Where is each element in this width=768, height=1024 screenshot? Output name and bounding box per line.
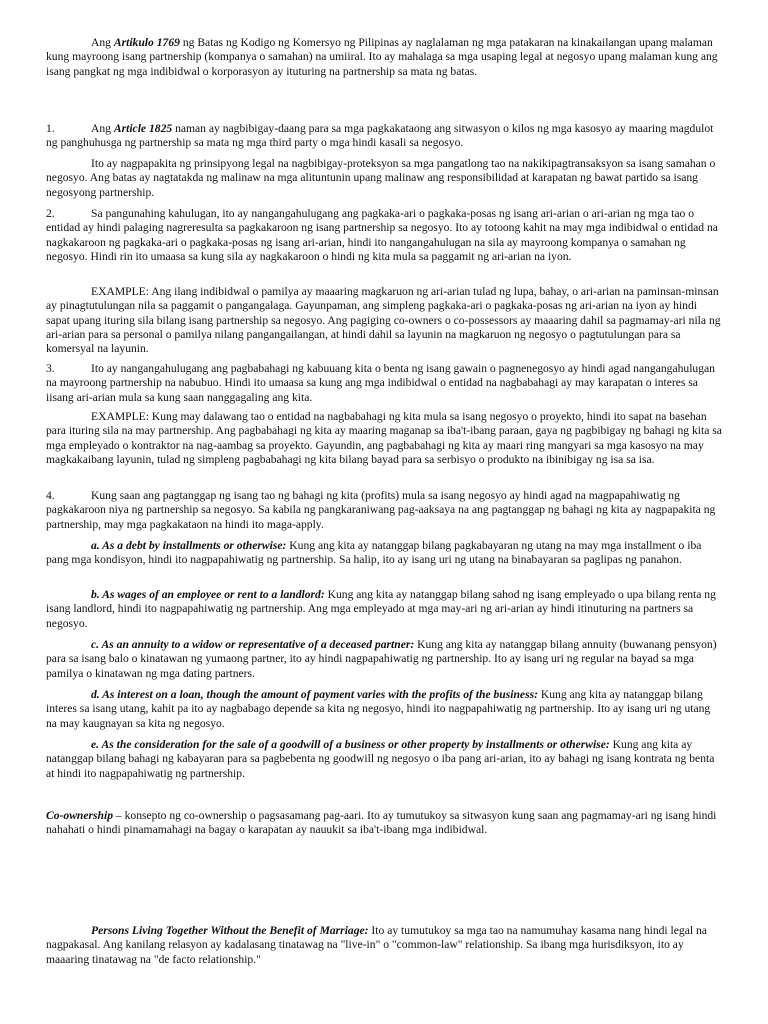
- persons-living-together-paragraph: [46, 924, 722, 967]
- item-2-text: Sa pangunahing kahulugan, ito ay nangangahulugang ang pagkaka-ari o pagkaka-posas ng isang ari-arian o ari-arian ng mga tao o entidad ay hindi palaging nagreresulta sa pagkakaroon ng isang partnership sa negosyo. Ito ay totoong kahit na may mga indibidwal o entidad na nagkakaroon ng pagkaka-ari o pagkaka-posas ng isang ari-arian, hindi ito nangangahulugan na sila ay mayroong kompanya o samahan ng negosyo. Hindi rin ito umaasa sa kung sila ay nagkakaroon o hindi ng kita mula sa paggamit ng ari-arian na iyon.: [46, 207, 718, 263]
- article-1825-ref: Article 1825: [113, 122, 173, 135]
- item-4c-heading: c. As an annuity to a widow or representative of a deceased partner:: [91, 638, 415, 651]
- intro-paragraph: [46, 36, 722, 79]
- item-2-example-text: EXAMPLE: Ang ilang indibidwal o pamilya ay maaaring magkaruon ng ari-arian tulad ng lupa, bahay, o ari-arian na paminsan-minsan ay pinagtutulungan nila sa paggamit o pangangalaga. Gayunpaman, ang simpleng pagkaka-ari o pagkaka-posas ng ari-arian na iyon ay hindi sapat upang ituring sila bilang isang partnership sa negosyo. Ang pagiging co-owners o co-possessors ay maaaring dahil sa pagmamay-ari nila ng ari-arian para sa personal o pamilya nilang pangangailangan, at hindi dahil sa layunin na magkaruon ng negosyo o pagtutulungan para sa komersyal na layunin.: [46, 285, 721, 356]
- co-ownership-paragraph: [46, 809, 722, 838]
- item-4e-text: Kung ang kita ay natanggap bilang bahagi ng kabayaran para sa pagbebenta ng goodwill ng negosyo o iba pang ari-arian, ito ay bahagi ng isang kontrata ng benta at hindi ito nagpapahiwatig ng partnership.: [46, 738, 715, 780]
- item-4a-heading: a. As a debt by installments or otherwise:: [91, 539, 287, 552]
- item-2-paragraph: [46, 207, 722, 264]
- item-4e-paragraph: [46, 738, 722, 781]
- item-4d-text: Kung ang kita ay natanggap bilang interes sa isang utang, kahit pa ito ay nagbabago depende sa kita ng negosyo, hindi ito nagpapahiwatig ng partnership. Ito ay isang uri ng utang na may kaugnayan sa kita ng negosyo.: [46, 688, 711, 730]
- item-4b-paragraph: [46, 588, 722, 631]
- item-4b-text: Kung ang kita ay natanggap bilang sahod ng isang empleyado o upa bilang renta ng isang landlord, hindi ito nagpapahiwatig ng partnership. Ang mga empleyado at mga may-ari ng ari-arian ay hindi itinuturing na partners sa negosyo.: [46, 588, 716, 630]
- intro-text-cont: ng Batas ng Kodigo ng Komersyo ng Pilipinas ay naglalaman ng mga patakaran na kinakailangan upang malaman kung mayroong isang partnership (kompanya o samahan) na umiiral. Ito ay mahalaga sa mga usaping legal at negosyo upang malaman kung ang isang pangkat ng mga indibidwal o korporasyon ay ituturing na partnership sa mata ng batas.: [46, 36, 718, 78]
- item-1-explanation: [46, 157, 722, 200]
- article-1769-ref: Artikulo 1769: [113, 36, 180, 49]
- persons-living-together-heading: Persons Living Together Without the Benefit of Marriage:: [91, 924, 369, 937]
- item-number: 3.: [46, 362, 55, 375]
- intro-text: Ang: [91, 36, 114, 49]
- co-ownership-text: – konsepto ng co-ownership o pagsasamang pag-aari. Ito ay tumutukoy sa sitwasyon kung saan ang pagmamay-ari ng isang hindi nahahati o hindi pinamamahagi na bagay o karapatan ay nauukit sa iba't-ibang mga indibidwal.: [46, 809, 717, 837]
- item-4e-heading: e. As the consideration for the sale of a goodwill of a business or other property by installments or otherwise:: [91, 738, 610, 751]
- item-4a-text: Kung ang kita ay natanggap bilang pagkabayaran ng utang na may mga installment o iba pang mga kondisyon, hindi ito nagpapahiwatig ng partnership. Sa halip, ito ay isang uri ng utang na binabayaran sa paglipas ng panahon.: [46, 539, 702, 567]
- item-number: 4.: [46, 489, 55, 502]
- item-4-text: Kung saan ang pagtanggap ng isang tao ng bahagi ng kita (profits) mula sa isang negosyo ay hindi agad na magpapahiwatig ng pagkakaroon niya ng partnership sa negosyo. Sa kabila ng pangkaraniwang pag-aaksaya na ang pagtanggap ng bahagi ng kita ay nagpapakita ng partnership, may mga pagkakataon na hindi ito maga-apply.: [46, 489, 716, 531]
- item-number: 2.: [46, 207, 55, 220]
- item-4-paragraph: [46, 489, 722, 532]
- persons-living-together-text: Ito ay tumutukoy sa mga tao na namumuhay kasama nang hindi legal na nagpakasal. Ang kanilang relasyon ay kadalasang tinatawag na "live-in" o "common-law" relationship. Sa ibang mga hurisdiksyon, ito ay maaaring tinatawag na "de facto relationship.": [46, 924, 707, 966]
- item-1-paragraph: [46, 122, 722, 151]
- co-ownership-heading: Co-ownership: [46, 809, 114, 822]
- item-3-example: [46, 410, 722, 467]
- item-1-text: Ang: [91, 122, 114, 135]
- item-3-example-text: EXAMPLE: Kung may dalawang tao o entidad na nagbabahagi ng kita mula sa isang negosyo o proyekto, hindi ito sapat na basehan para ituring sila na may partnership. Ang pagbabahagi ng kita ay maaring maganap sa iba't-ibang paraan, gaya ng pagbibigay ng bahagi ng kita sa mga empleyado o kontraktor na nag-aambag sa proyekto. Gayundin, ang pagbabahagi ng kita ay maari ring mangyari sa mga kasosyo na may magkakaibang layunin, tulad ng simpleng pagbabahagi ng kita bilang bayad para sa serbisyo o produkto na ibinibigay ng isa sa isa.: [46, 410, 722, 466]
- item-3-text: Ito ay nangangahulugang ang pagbabahagi ng kabuuang kita o benta ng isang gawain o pagnenegosyo ay hindi agad nangangahulugan na mayroong partnership na nabubuo. Hindi ito umaasa sa kung ang mga indibidwal o entidad na nagbabahagi ay may karapatan o interes sa iisang ari-arian mula sa kung saan nanggagaling ang kita.: [46, 362, 715, 404]
- item-4c-text: Kung ang kita ay natanggap bilang annuity (buwanang pensyon) para sa isang balo o kinatawan ng yumaong partner, ito ay hindi nagpapahiwatig ng partnership. Ito ay isang uri ng regular na bayad sa mga pamilya o kinatawan ng mga dating partners.: [46, 638, 717, 680]
- item-3-paragraph: [46, 362, 722, 405]
- item-2-example: [46, 285, 722, 356]
- item-4d-heading: d. As interest on a loan, though the amount of payment varies with the profits of the business:: [91, 688, 538, 701]
- item-4b-heading: b. As wages of an employee or rent to a landlord:: [91, 588, 325, 601]
- item-4c-paragraph: [46, 638, 722, 681]
- item-1-text-cont: naman ay nagbibigay-daang para sa mga pagkakataong ang sitwasyon o kilos ng mga kasosyo ay maaring magdulot ng panghuhusga ng partnership sa mata ng mga third party o mga hindi kasali sa negosyo.: [46, 122, 714, 150]
- item-number: 1.: [46, 122, 55, 135]
- item-4d-paragraph: [46, 688, 722, 731]
- item-4a-paragraph: [46, 539, 722, 568]
- item-1-explanation-text: Ito ay nagpapakita ng prinsipyong legal na nagbibigay-proteksyon sa mga pangatlong tao na nakikipagtransaksyon sa isang samahan o negosyo. Ang batas ay nagtatakda ng malinaw na mga alituntunin upang malinaw ang responsibilidad at karapatan ng bawat partido sa isang negosyong partnership.: [46, 157, 716, 199]
